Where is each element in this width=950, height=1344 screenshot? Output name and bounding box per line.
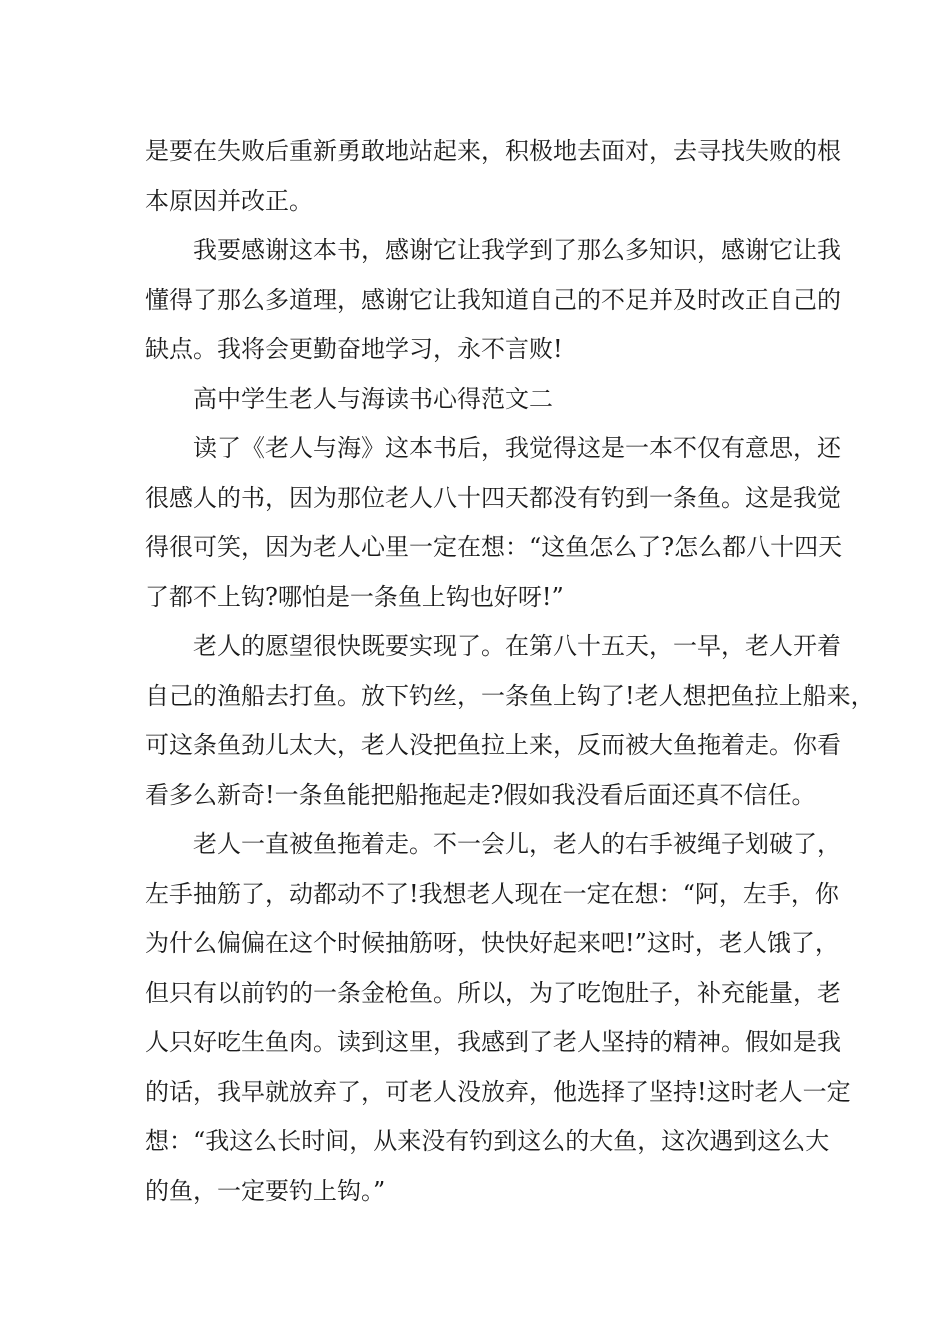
text-line: 左手抽筋了，动都动不了!我想老人现在一定在想：“阿，左手，你	[145, 879, 839, 908]
text-line: 的话，我早就放弃了，可老人没放弃，他选择了坚持!这时老人一定	[145, 1077, 851, 1106]
text-line: 读了《老人与海》这本书后，我觉得这是一本不仅有意思，还	[193, 434, 841, 462]
paragraph-3	[145, 424, 843, 622]
paragraph-2	[145, 226, 841, 375]
text-line: 缺点。我将会更勤奋地学习，永不言败!	[145, 335, 563, 363]
text-line: 懂得了那么多道理，感谢它让我知道自己的不足并及时改正自己的	[145, 285, 841, 314]
text-line: 本原因并改正。	[145, 186, 313, 215]
text-line: 想：“我这么长时间，从来没有钓到这么的大鱼，这次遇到这么大	[145, 1127, 830, 1155]
text-line: 老人的愿望很快既要实现了。在第八十五天，一早，老人开着	[193, 632, 841, 660]
paragraph-4	[145, 622, 875, 820]
text-line: 老人一直被鱼拖着走。不一会儿，老人的右手被绳子划破了，	[193, 830, 841, 858]
text-line: 得很可笑，因为老人心里一定在想：“这鱼怎么了?怎么都八十四天	[145, 533, 843, 561]
section-heading	[145, 375, 825, 425]
text-line: 是要在失败后重新勇敢地站起来，积极地去面对，去寻找失败的根	[145, 137, 841, 165]
text-line: 人只好吃生鱼肉。读到这里，我感到了老人坚持的精神。假如是我	[145, 1028, 841, 1056]
heading-text: 高中学生老人与海读书心得范文二	[193, 384, 553, 413]
text-line: 可这条鱼劲儿太大，老人没把鱼拉上来，反而被大鱼拖着走。你看	[145, 731, 841, 759]
text-line: 为什么偏偏在这个时候抽筋呀，快快好起来吧!”这时，老人饿了，	[145, 929, 839, 957]
text-line: 但只有以前钓的一条金枪鱼。所以，为了吃饱肚子，补充能量，老	[145, 978, 841, 1007]
paragraph-5	[145, 820, 851, 1216]
text-line: 的鱼，一定要钓上钩。”	[145, 1176, 386, 1205]
document-text	[145, 127, 875, 1216]
text-line: 自己的渔船去打鱼。放下钓丝，一条鱼上钩了!老人想把鱼拉上船来，	[145, 681, 875, 710]
text-line: 很感人的书，因为那位老人八十四天都没有钓到一条鱼。这是我觉	[145, 483, 841, 512]
text-line: 看多么新奇!一条鱼能把船拖起走?假如我没看后面还真不信任。	[145, 780, 816, 809]
text-line: 了都不上钩?哪怕是一条鱼上钩也好呀!”	[145, 582, 564, 611]
paragraph-1	[145, 127, 841, 226]
text-line: 我要感谢这本书，感谢它让我学到了那么多知识，感谢它让我	[193, 236, 841, 264]
